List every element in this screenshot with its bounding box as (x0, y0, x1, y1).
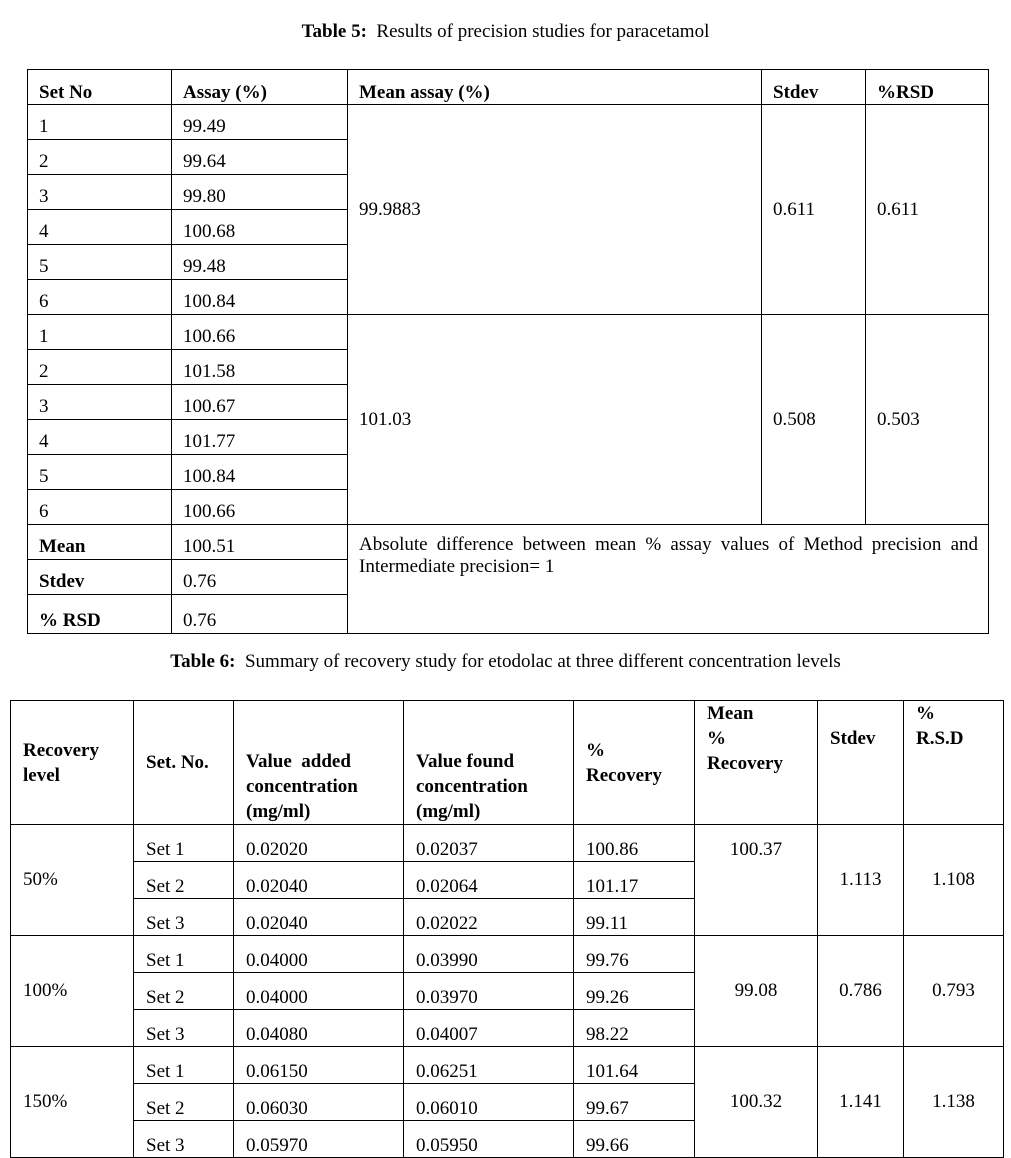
value-found-cell: 0.02037 (404, 825, 574, 862)
set-no-cell: Set 1 (134, 936, 234, 973)
assay-cell: 99.64 (172, 140, 348, 175)
assay-cell: 100.66 (172, 490, 348, 525)
value-added-cell: 0.04080 (234, 1010, 404, 1047)
table6-caption-label: Table 6: (170, 651, 236, 672)
table5-caption-text: Results of precision studies for paracetamol (376, 21, 710, 42)
set-no-cell: Set 2 (134, 1084, 234, 1121)
assay-cell: 100.84 (172, 455, 348, 490)
table6-header-row (11, 701, 1004, 825)
header-line: concentration (246, 776, 358, 797)
summary-label: Stdev (28, 560, 172, 595)
assay-cell: 100.84 (172, 280, 348, 315)
header-rsd: %RSD (866, 70, 989, 105)
header-stdev: Stdev (818, 701, 904, 825)
value-added-cell: 0.06150 (234, 1047, 404, 1084)
header-pct-recovery (574, 701, 695, 825)
header-assay: Assay (%) (172, 70, 348, 105)
set-no-cell: Set 2 (134, 973, 234, 1010)
value-added-cell: 0.06030 (234, 1084, 404, 1121)
stdev-cell: 1.113 (818, 825, 904, 936)
set-no-cell: 3 (28, 175, 172, 210)
header-line: level (23, 764, 60, 786)
set-no-cell: 5 (28, 245, 172, 280)
value-found-cell: 0.04007 (404, 1010, 574, 1047)
assay-cell: 99.80 (172, 175, 348, 210)
set-no-cell: 1 (28, 105, 172, 140)
value-added-cell: 0.04000 (234, 936, 404, 973)
summary-label: % RSD (28, 595, 172, 634)
header-set-no: Set. No. (134, 701, 234, 825)
set-no-cell: Set 1 (134, 825, 234, 862)
header-line: Recovery (707, 753, 783, 774)
set-no-cell: Set 2 (134, 862, 234, 899)
table5-caption-label: Table 5: (301, 21, 367, 42)
value-found-cell: 0.05950 (404, 1121, 574, 1158)
header-line: % (586, 739, 605, 761)
precision-difference-note: Absolute difference between mean % assay values of Method precision and Intermediate precision= 1 (348, 525, 989, 634)
assay-cell: 101.77 (172, 420, 348, 455)
rsd-cell: 1.108 (904, 825, 1004, 936)
assay-cell: 99.48 (172, 245, 348, 280)
set-no-cell: 5 (28, 455, 172, 490)
pct-recovery-cell: 99.26 (574, 973, 695, 1010)
set-no-cell: 2 (28, 350, 172, 385)
mean-recovery-cell: 100.37 (695, 825, 818, 936)
header-stdev: Stdev (762, 70, 866, 105)
summary-value: 0.76 (172, 560, 348, 595)
table5-precision-results (27, 69, 989, 634)
header-line: Recovery (23, 739, 99, 761)
value-found-cell: 0.03970 (404, 973, 574, 1010)
set-no-cell: 1 (28, 315, 172, 350)
set-no-cell: Set 3 (134, 899, 234, 936)
pct-recovery-cell: 99.11 (574, 899, 695, 936)
value-added-cell: 0.02040 (234, 899, 404, 936)
stdev-cell: 0.508 (762, 315, 866, 525)
rsd-cell: 1.138 (904, 1047, 1004, 1158)
header-line: Recovery (586, 764, 662, 786)
rsd-cell: 0.611 (866, 105, 989, 315)
value-added-cell: 0.05970 (234, 1121, 404, 1158)
set-no-cell: 4 (28, 420, 172, 455)
summary-row-mean (28, 525, 989, 560)
value-added-cell: 0.02040 (234, 862, 404, 899)
set-no-cell: 6 (28, 280, 172, 315)
assay-cell: 100.66 (172, 315, 348, 350)
mean-assay-cell: 101.03 (348, 315, 762, 525)
pct-recovery-cell: 99.67 (574, 1084, 695, 1121)
header-line: Value found (416, 751, 515, 772)
stdev-cell: 1.141 (818, 1047, 904, 1158)
table-row (11, 936, 1004, 973)
assay-cell: 99.49 (172, 105, 348, 140)
table6-caption-text: Summary of recovery study for etodolac at three different concentration levels (244, 651, 841, 672)
stdev-cell: 0.611 (762, 105, 866, 315)
header-line: concentration (416, 776, 528, 797)
table-row (28, 105, 989, 140)
value-added-cell: 0.04000 (234, 973, 404, 1010)
stdev-cell: 0.786 (818, 936, 904, 1047)
pct-recovery-cell: 101.64 (574, 1047, 695, 1084)
value-found-cell: 0.06010 (404, 1084, 574, 1121)
header-recovery-level (11, 701, 134, 825)
summary-value: 0.76 (172, 595, 348, 634)
pct-recovery-cell: 99.66 (574, 1121, 695, 1158)
header-mean-pct-recovery (695, 701, 818, 825)
header-rsd (904, 701, 1004, 825)
header-set-no: Set No (28, 70, 172, 105)
header-line: % (916, 703, 935, 724)
pct-recovery-cell: 99.76 (574, 936, 695, 973)
value-found-cell: 0.03990 (404, 936, 574, 973)
header-line: Value added (246, 751, 351, 772)
value-found-cell: 0.02064 (404, 862, 574, 899)
mean-recovery-cell: 100.32 (695, 1047, 818, 1158)
pct-recovery-cell: 100.86 (574, 825, 695, 862)
summary-value: 100.51 (172, 525, 348, 560)
table-row (28, 315, 989, 350)
pct-recovery-cell: 98.22 (574, 1010, 695, 1047)
header-mean-assay: Mean assay (%) (348, 70, 762, 105)
set-no-cell: Set 3 (134, 1121, 234, 1158)
value-added-cell: 0.02020 (234, 825, 404, 862)
table-row (11, 825, 1004, 862)
table6-recovery-study (10, 700, 1004, 1158)
pct-recovery-cell: 101.17 (574, 862, 695, 899)
header-value-found (404, 701, 574, 825)
summary-label: Mean (28, 525, 172, 560)
assay-cell: 101.58 (172, 350, 348, 385)
value-found-cell: 0.02022 (404, 899, 574, 936)
assay-cell: 100.68 (172, 210, 348, 245)
set-no-cell: 3 (28, 385, 172, 420)
set-no-cell: 2 (28, 140, 172, 175)
set-no-cell: 4 (28, 210, 172, 245)
recovery-level-cell: 150% (11, 1047, 134, 1158)
header-line: Mean (707, 703, 754, 724)
rsd-cell: 0.793 (904, 936, 1004, 1047)
table-row (11, 1047, 1004, 1084)
mean-recovery-cell: 99.08 (695, 936, 818, 1047)
header-line: (mg/ml) (246, 801, 311, 822)
recovery-level-cell: 100% (11, 936, 134, 1047)
recovery-level-cell: 50% (11, 825, 134, 936)
header-line: R.S.D (916, 728, 964, 749)
table5-caption (0, 21, 1011, 43)
set-no-cell: Set 3 (134, 1010, 234, 1047)
mean-assay-cell: 99.9883 (348, 105, 762, 315)
table5-header-row (28, 70, 989, 105)
header-value-added (234, 701, 404, 825)
set-no-cell: 6 (28, 490, 172, 525)
table6-caption (0, 651, 1011, 673)
rsd-cell: 0.503 (866, 315, 989, 525)
header-line: % (707, 728, 726, 749)
header-line: (mg/ml) (416, 801, 481, 822)
set-no-cell: Set 1 (134, 1047, 234, 1084)
assay-cell: 100.67 (172, 385, 348, 420)
value-found-cell: 0.06251 (404, 1047, 574, 1084)
